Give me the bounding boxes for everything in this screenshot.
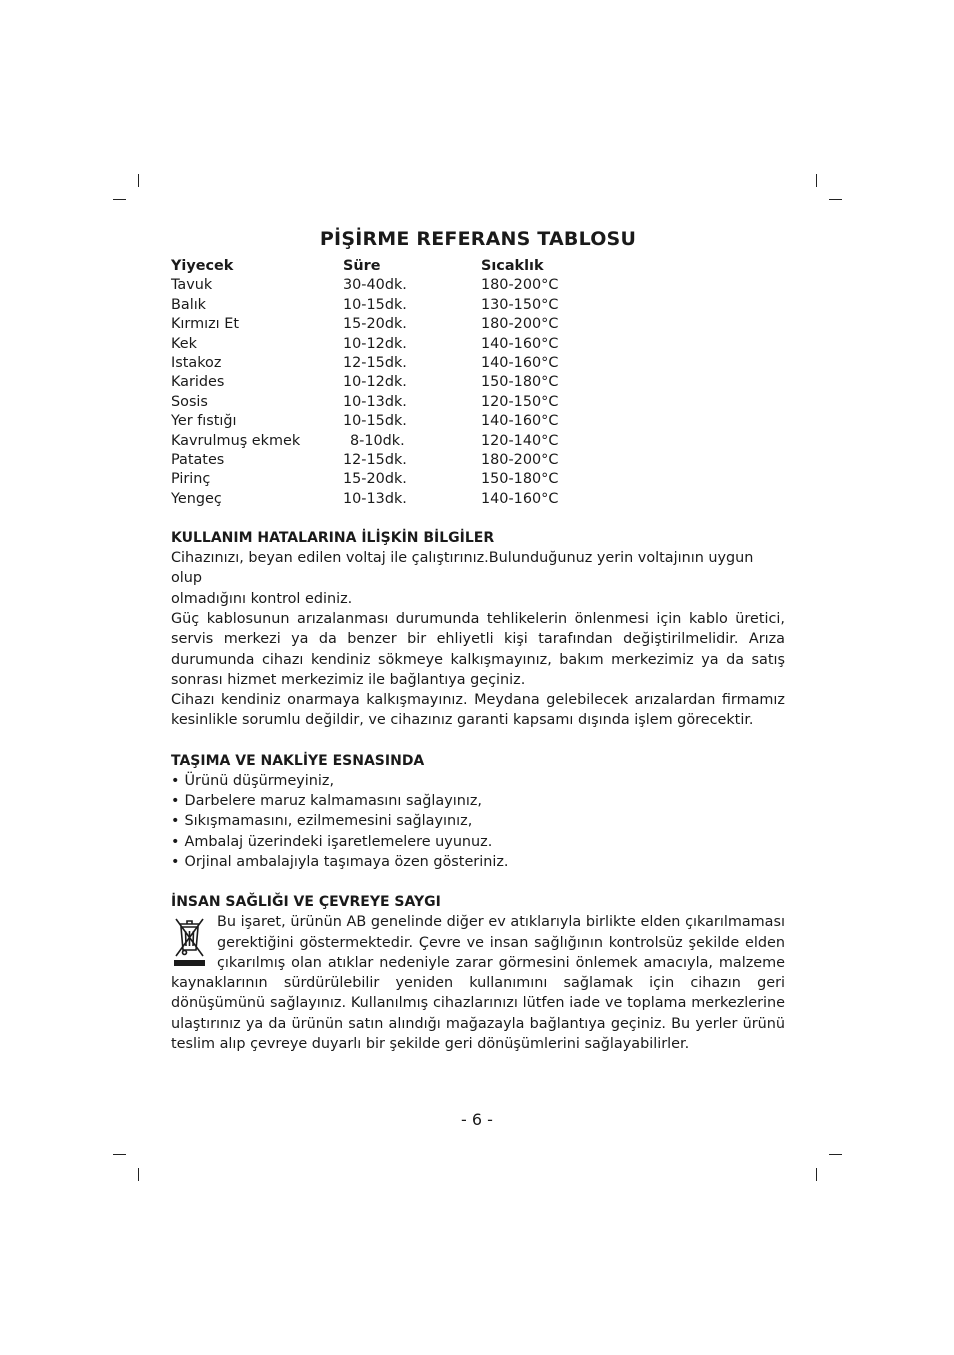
crop-mark-top-right-vertical [816, 174, 817, 187]
time-cell: 10-13dk. [343, 393, 407, 410]
weee-crossed-bin-icon [171, 914, 208, 968]
food-cell: Istakoz [171, 354, 222, 371]
time-cell: 30-40dk. [343, 277, 407, 294]
list-item: • Orjinal ambalajıyla taşımaya özen gösteriniz. [171, 852, 785, 872]
table-row [171, 471, 558, 490]
temperature-cell: 140-160°C [481, 413, 559, 430]
temperature-cell: 180-200°C [481, 316, 559, 333]
table-row [171, 374, 558, 393]
table-row [171, 355, 558, 374]
list-item: • Darbelere maruz kalmamasını sağlayınız, [171, 791, 785, 811]
page-title: PİŞİRME REFERANS TABLOSU [319, 228, 637, 250]
table-row [171, 413, 558, 432]
table-row [171, 433, 558, 452]
section-heading-transport: TAŞIMA VE NAKLİYE ESNASINDA [171, 752, 425, 769]
transport-list [171, 771, 785, 872]
temperature-cell: 180-200°C [481, 277, 559, 294]
food-cell: Balık [171, 296, 207, 313]
weee-notice [171, 912, 785, 1054]
table-header-row [171, 258, 558, 277]
paragraph-weee: Bu işaret, ürünün AB genelinde diğer ev atıklarıyla birlikte elden çıkarılmaması gerektiğini göstermektedir. Çevre ve insan sağlığının kontrolsüz şekilde elden çıkarılmış olan atıklar nedeniyle zarar görmesini önlemek amacıyla, malzeme kaynaklarının sürdürülebilir yeniden kullanımını sağlamak için cihazın geri dönüşümünü sağlayınız. Kullanılmış cihazlarınızı lütfen iade ve toplama merkezlerine ulaştırınız ya da ürünün satın alındığı mağazayla bağlantıya geçiniz. Bu yerler ürünü teslim alıp çevreye duyarlı bir şekilde geri dönüşümlerini sağlayabilirler. [171, 914, 785, 1053]
time-cell: 10-13dk. [343, 490, 407, 507]
table-row [171, 336, 558, 355]
food-cell: Kavrulmuş ekmek [171, 432, 301, 449]
food-cell: Tavuk [171, 277, 213, 294]
food-cell: Yer fıstığı [171, 413, 237, 430]
crop-mark-top-left-horizontal [113, 199, 126, 200]
temperature-cell: 150-180°C [481, 471, 559, 488]
table-row [171, 394, 558, 413]
food-cell: Yengeç [171, 490, 222, 507]
time-cell: 8-10dk. [350, 432, 405, 449]
crop-mark-bottom-left-horizontal [113, 1154, 126, 1155]
list-item: • Sıkışmamasını, ezilmemesini sağlayınız, [171, 811, 785, 831]
time-cell: 10-12dk. [343, 335, 407, 352]
column-header-temperature: Sıcaklık [481, 258, 544, 274]
temperature-cell: 140-160°C [481, 490, 559, 507]
paragraph-self-repair: Cihazı kendiniz onarmaya kalkışmayınız. Meydana gelebilecek arızalardan firmamız kesinlikle sorumlu değildir, ve cihazınız garanti kapsamı dışında işlem görecektir. [171, 692, 785, 729]
temperature-cell: 140-160°C [481, 335, 559, 352]
time-cell: 10-15dk. [343, 413, 407, 430]
crop-mark-top-left-vertical [138, 174, 139, 187]
table-row [171, 316, 558, 335]
list-item: • Ambalaj üzerindeki işaretlemelere uyunuz. [171, 832, 785, 852]
section-transport [171, 751, 785, 872]
food-cell: Kırmızı Et [171, 316, 239, 333]
time-cell: 12-15dk. [343, 451, 407, 468]
list-item: • Ürünü düşürmeyiniz, [171, 771, 785, 791]
page-content [171, 228, 785, 1054]
crop-mark-top-right-horizontal [829, 199, 842, 200]
section-heading-health-environment: İNSAN SAĞLIĞI VE ÇEVREYE SAYGI [171, 894, 441, 911]
table-row [171, 452, 558, 471]
table-row [171, 277, 558, 296]
food-cell: Patates [171, 451, 225, 468]
time-cell: 10-12dk. [343, 374, 407, 391]
food-cell: Kek [171, 335, 197, 352]
page-number: - 6 - [461, 1110, 493, 1129]
time-cell: 15-20dk. [343, 471, 407, 488]
food-cell: Pirinç [171, 471, 211, 488]
food-cell: Karides [171, 374, 225, 391]
paragraph-voltage-line2: olmadığını kontrol ediniz. [171, 590, 353, 607]
temperature-cell: 180-200°C [481, 451, 559, 468]
crop-mark-bottom-right-horizontal [829, 1154, 842, 1155]
column-header-food: Yiyecek [171, 258, 234, 274]
temperature-cell: 120-150°C [481, 393, 559, 410]
section-heading-usage-errors: KULLANIM HATALARINA İLİŞKİN BİLGİLER [171, 530, 495, 547]
time-cell: 15-20dk. [343, 316, 407, 333]
paragraph-power-cable: Güç kablosunun arızalanması durumunda tehlikelerin önlenmesi için kablo üretici, servis merkezi ya da benzer bir ehliyetli kişi tarafından değiştirilmelidir. Arıza durumunda cihazı kendiniz sökmeye kalkışmayınız, bakım merkezimiz ya da satış sonrası hizmet merkezimiz ile bağlantıya geçiniz. [171, 610, 785, 688]
paragraph-voltage-line1: Cihazınızı, beyan edilen voltaj ile çalıştırınız.Bulunduğunuz yerin voltajının uygun olup [171, 550, 754, 587]
temperature-cell: 120-140°C [481, 432, 559, 449]
crop-mark-bottom-left-vertical [138, 1168, 139, 1181]
section-health-environment [171, 892, 785, 1054]
temperature-cell: 130-150°C [481, 296, 559, 313]
section-usage-errors [171, 528, 785, 731]
column-header-time: Süre [343, 258, 381, 274]
table-row [171, 491, 558, 510]
temperature-cell: 150-180°C [481, 374, 559, 391]
time-cell: 12-15dk. [343, 354, 407, 371]
temperature-cell: 140-160°C [481, 354, 559, 371]
table-row [171, 297, 558, 316]
cooking-reference-table [171, 258, 558, 510]
crop-mark-bottom-right-vertical [816, 1168, 817, 1181]
food-cell: Sosis [171, 393, 208, 410]
time-cell: 10-15dk. [343, 296, 407, 313]
